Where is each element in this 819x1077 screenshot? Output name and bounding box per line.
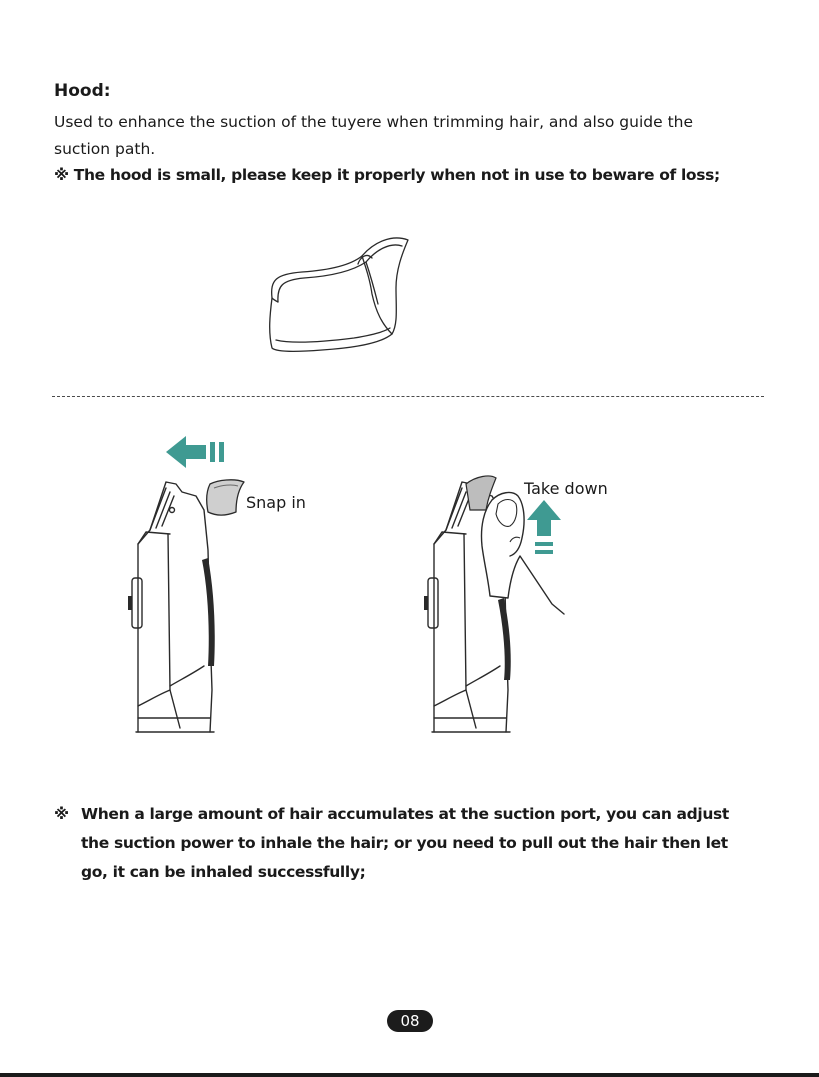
arrow-up-icon: [526, 500, 562, 558]
section-description: Used to enhance the suction of the tuyere when trimming hair, and also guide the suction path.: [54, 113, 694, 158]
hair-accumulation-note: [54, 800, 754, 887]
bottom-rule: [0, 1073, 819, 1077]
storage-warning-note: ※ The hood is small, please keep it properly when not in use to beware of loss;: [54, 166, 720, 184]
section-heading: Hood:: [54, 81, 111, 101]
page-number-badge: 08: [387, 1010, 433, 1032]
arrow-left-icon: [166, 434, 228, 470]
snap-in-label: Snap in: [246, 493, 306, 512]
trimmer-illustration: [110, 470, 230, 738]
take-down-label: Take down: [524, 479, 608, 498]
section-divider: [52, 396, 764, 397]
note-text: When a large amount of hair accumulates at the suction port, you can adjust the suction power to inhale the hair; or you need to pull out the hair then let go, it can be inhaled successfully;: [81, 805, 729, 881]
note-mark: ※: [54, 805, 69, 823]
hood-illustration: [262, 228, 412, 356]
